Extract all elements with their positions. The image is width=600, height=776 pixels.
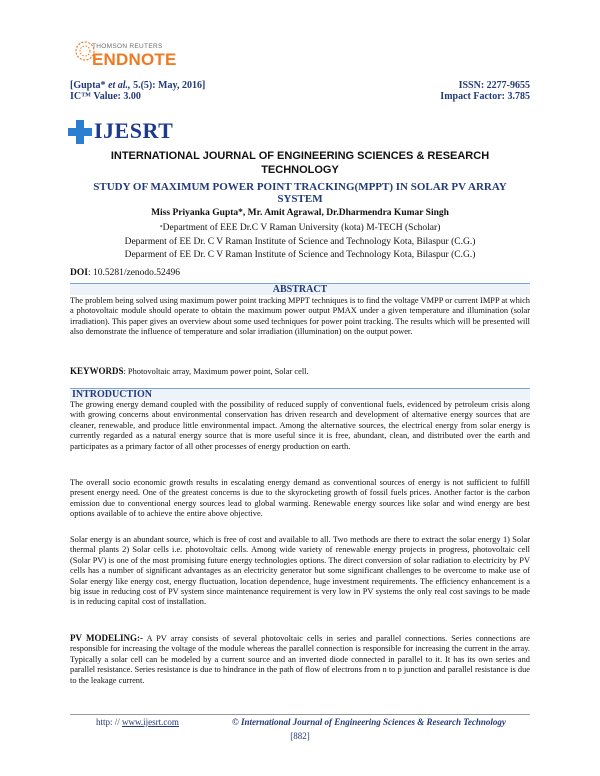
logo-company: THOMSON REUTERS [92,43,163,50]
affiliation-1: *Department of EEE Dr.C V Raman University (kota) M-TECH (Scholar) [159,223,441,233]
keywords: KEYWORDS: Photovoltaic array, Maximum power point, Solar cell. [70,366,309,376]
paper-authors: Miss Priyanka Gupta*, Mr. Amit Agrawal, Dr.Dharmendra Kumar Singh [151,208,449,218]
header-issn-block [440,80,530,102]
header-ic-value: IC™ Value: 3.00 [70,91,141,102]
journal-title: INTERNATIONAL JOURNAL OF ENGINEERING SCIENCES & RESEARCH TECHNOLOGY [110,150,490,176]
doi: DOI: 10.5281/zenodo.52496 [70,268,181,278]
header-impact-factor: Impact Factor: 3.785 [440,91,530,102]
header-citation: [Gupta* et al., 5.(5): May, 2016] [70,80,206,91]
pv-modeling-paragraph: PV MODELING:- A PV array consists of several photovoltaic cells in series and parallel connections. Series connections are responsible for increasing the voltage of the module whereas the parallel connection is responsible for increasing the current in the array. Typically a solar cell can be modeled by a current source and an inverted diode connected in parallel to it. It has its own series and parallel resistance. Series resistance is due to hindrance in the path of flow of electrons from n to p junction and parallel resistance is due to the leakage current. [70,633,530,685]
plus-icon [68,120,92,144]
brand-name: IJESRT [94,118,174,143]
affiliation-3: Deparment of EE Dr. C V Raman Institute of Science and Technology Kota, Bilaspur (C.G.) [124,250,476,260]
footer-divider [70,714,530,715]
footer-copyright: © International Journal of Engineering Sciences & Research Technology [232,717,506,727]
paper-title: STUDY OF MAXIMUM POWER POINT TRACKING(MPPT) IN SOLAR PV ARRAY SYSTEM [93,181,507,205]
intro-paragraph-3: Solar energy is an abundant source, which is free of cost and available to all. Two methods are there to extract the solar energy 1) Solar thermal plants 2) Solar cells i.e. photovoltaic cells. Among wide variety of renewable energy projects in progress, photovoltaic cell (Solar PV) is one of the most promising future energy technologies options. The direct conversion of solar radiation to electricity by PV cells has a number of significant advantages as an electricity generator but some significant challenges to be overcome to make use of Solar energy like energy cost, energy fluctuation, location dependence, huge investment requirements. The efficiency enhancement is a big issue in reducing cost of PV system since maintenance requirement is very low in PV systems the only real cost savings to be made is in reducing capital cost of installation. [70,535,530,607]
footer-url[interactable]: http: // www.ijesrt.com [96,717,179,727]
abstract-heading-bar [70,283,530,295]
introduction-heading: INTRODUCTION [72,389,153,400]
intro-paragraph-2: The overall socio economic growth results in escalating energy demand as conventional sources of energy is not sufficient to fulfill present energy need. One of the greatest concerns is due to the skyrocketing growth of fossil fuels prices. Another factor is the carbon emission due to conventional energy sources lead to global warming. Renewable energy sources like solar and wind energy are best options available of to achieve the entire above objective. [70,478,530,519]
header-citation-block [70,80,205,102]
introduction-heading-bar [70,388,530,400]
page-number: [882] [290,731,310,741]
abstract-heading: ABSTRACT [272,284,328,295]
logo-product: ENDNOTE [92,50,177,69]
abstract-text: The problem being solved using maximum power point tracking MPPT techniques is to find the voltage VMPP or current IMPP at which a photovoltaic module should operate to obtain the maximum power output PMAX under a given temperature and illumination (solar irradiation). This paper gives an overview about some used techniques for power point tracking. The results which will be presented will also demonstrate the influence of temperature and solar irradiation (illumination) on the output power. [70,296,530,337]
affiliation-2: Deparment of EE Dr. C V Raman Institute of Science and Technology Kota, Bilaspur (C.G.) [124,237,476,247]
endnote-logo [74,40,214,80]
intro-paragraph-1: The growing energy demand coupled with the possibility of reduced supply of conventional fuels, evidenced by petroleum crisis along with growing concerns about environmental conservation has driven research and development of alternative energy sources that are cleaner, renewable, and produce little environmental impact. Among the alternative sources, the electrical energy from solar energy is currently regarded as a natural energy source that is more useful since it is free, abundant, clean, and distributed over the earth and participates as a primary factor of all other processes of energy production on earth. [70,400,530,451]
header-issn: ISSN: 2277-9655 [458,80,530,91]
